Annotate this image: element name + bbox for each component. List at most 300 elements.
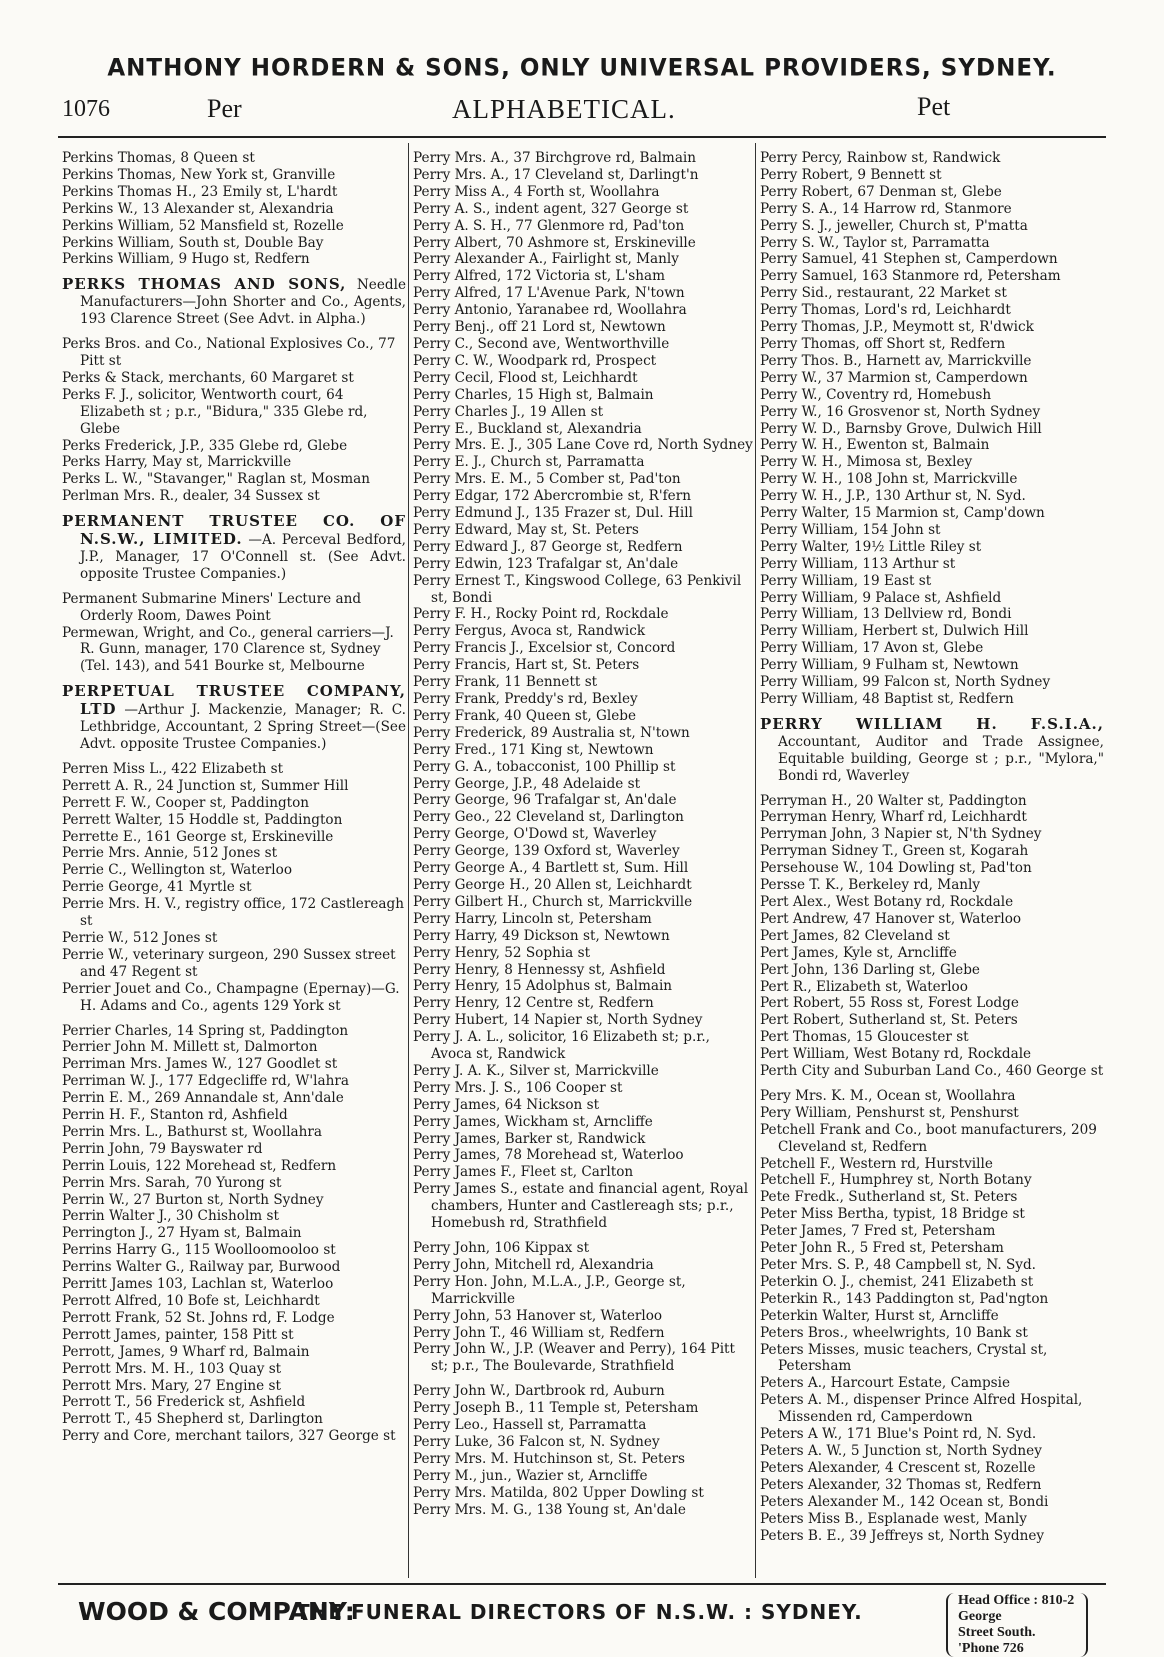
directory-entry (62, 1090, 406, 1107)
directory-entry (760, 860, 1104, 877)
directory-entry (62, 1259, 406, 1276)
entry-text: Perry John, Mitchell rd, Alexandria (413, 1256, 654, 1273)
entry-text: Perry Geo., 22 Cleveland st, Darlington (413, 809, 684, 826)
directory-entry (413, 691, 753, 708)
page-banner: ANTHONY HORDERN & SONS, ONLY UNIVERSAL PROVIDERS, SYDNEY. (107, 54, 1057, 82)
entry-text: Perrott James, painter, 158 Pitt st (62, 1326, 294, 1343)
directory-entry (413, 167, 753, 184)
directory-entry (413, 1080, 753, 1097)
entry-text: Perry Edward J., 87 George st, Redfern (413, 538, 683, 555)
directory-entry (62, 471, 406, 488)
entry-text: Permanent Submarine Miners' Lecture and Orderly Room, Dawes Point (62, 590, 362, 624)
entry-text: Perriman Mrs. James W., 127 Goodlet st (62, 1056, 338, 1073)
entry-text: Pert Alex., West Botany rd, Rockdale (760, 893, 1014, 910)
entry-text: Perkins Thomas, New York st, Granville (62, 166, 336, 183)
directory-entry (62, 1378, 406, 1395)
entry-text: Perrin W., 27 Burton st, North Sydney (62, 1191, 324, 1208)
directory-entry (760, 251, 1104, 268)
entry-text: Perry W. H., J.P., 130 Arthur st, N. Syd. (760, 488, 1026, 505)
directory-entry (760, 894, 1104, 911)
directory-entry (62, 1175, 406, 1192)
entry-text: Perkins W., 13 Alexander st, Alexandria (62, 200, 334, 217)
entry-text: Needle Manufacturers—John Shorter and Co., Agents, 193 Clarence Street (See Advt. in Alpha.) (80, 277, 406, 328)
directory-entry (413, 1097, 753, 1114)
directory-entry (62, 1242, 406, 1259)
directory-entry (413, 235, 753, 252)
entry-text: Peters Alexander, 4 Crescent st, Rozelle (760, 1459, 1036, 1476)
entry-text: Pert Robert, Sutherland st, St. Peters (760, 1012, 1018, 1029)
directory-entry (760, 1029, 1104, 1046)
entry-text: Perrett A. R., 24 Junction st, Summer Hill (62, 777, 349, 794)
entry-text: Perry Samuel, 163 Stanmore rd, Petersham (760, 268, 1061, 285)
entry-text: Perry Edwin, 123 Trafalgar st, An'dale (413, 555, 679, 572)
directory-entry (413, 1502, 753, 1519)
entry-text: Perrott Mrs. Mary, 27 Engine st (62, 1377, 281, 1394)
entry-text: Perrier Jouet and Co., Champagne (Epernay)—G. H. Adams and Co., agents 129 York st (62, 980, 400, 1014)
directory-entry (760, 522, 1104, 539)
directory-entry (413, 708, 753, 725)
directory-entry (760, 877, 1104, 894)
entry-text: Pert Andrew, 47 Hanover st, Waterloo (760, 910, 1022, 927)
directory-entry (760, 201, 1104, 218)
directory-entry (760, 1494, 1104, 1511)
entry-text: Perry Thomas, J.P., Meymott st, R'dwick (760, 319, 1034, 336)
entry-text: Perry Alfred, 17 L'Avenue Park, N'town (413, 285, 685, 302)
entry-text: Pert James, 82 Cleveland st (760, 927, 950, 944)
footer-advert (78, 1593, 1088, 1656)
entry-text: Perrott Mrs. M. H., 103 Quay st (62, 1360, 282, 1377)
entry-text: Perry Robert, 9 Bennett st (760, 166, 942, 183)
entry-text: Perry George, 139 Oxford st, Waverley (413, 843, 680, 860)
directory-entry (413, 911, 753, 928)
directory-entry (760, 945, 1104, 962)
directory-entry (413, 1240, 753, 1257)
directory-entry (760, 471, 1104, 488)
directory-entry (413, 1341, 753, 1375)
directory-entry (760, 979, 1104, 996)
directory-entry (760, 691, 1104, 708)
entry-text: Peters Miss B., Esplanade west, Manly (760, 1510, 1027, 1527)
directory-entry (413, 387, 753, 404)
directory-entry (413, 1274, 753, 1308)
directory-entry (62, 879, 406, 896)
directory-entry (760, 1460, 1104, 1477)
directory-entry (760, 1046, 1104, 1063)
entry-text: Perry A. S. H., 77 Glenmore rd, Pad'ton (413, 217, 685, 234)
entry-text: Perry Henry, 12 Centre st, Redfern (413, 995, 654, 1012)
directory-entry (760, 1172, 1104, 1189)
entry-text: Perry Mrs. A., 37 Birchgrove rd, Balmain (413, 150, 697, 166)
directory-entry (62, 251, 406, 268)
directory-entry (413, 150, 753, 167)
directory-entry (62, 1428, 406, 1445)
directory-entry (760, 437, 1104, 454)
entry-text: Perry W., 16 Grosvenor st, North Sydney (760, 403, 1041, 420)
directory-entry (760, 809, 1104, 826)
directory-entry (62, 336, 406, 370)
directory-entry (62, 845, 406, 862)
entry-text: Perry Francis J., Excelsior st, Concord (413, 640, 676, 657)
directory-entry (62, 1107, 406, 1124)
footer-office-line: Street South. 'Phone 726 (958, 1625, 1036, 1656)
entry-text: Perry Sid., restaurant, 22 Market st (760, 285, 1007, 302)
entry-text: Pert R., Elizabeth st, Waterloo (760, 978, 968, 995)
directory-entry (413, 1485, 753, 1502)
entry-text: Perry James, 78 Morehead st, Waterloo (413, 1147, 684, 1164)
directory-entry (413, 674, 753, 691)
directory-entry (62, 235, 406, 252)
entry-text: Peter John R., 5 Fred st, Petersham (760, 1240, 1004, 1257)
directory-entry (62, 184, 406, 201)
entry-text: Perry William, 48 Baptist st, Redfern (760, 691, 1014, 707)
entry-text: Perry W. H., Mimosa st, Bexley (760, 454, 973, 471)
directory-entry (760, 1511, 1104, 1528)
entry-text: Perry Mrs. A., 17 Cleveland st, Darlingt'n (413, 166, 699, 183)
directory-entry (760, 1240, 1104, 1257)
footer-office-line: Head Office : 810-2 George (958, 1593, 1075, 1624)
directory-entry (760, 285, 1104, 302)
entry-text: Perry Fergus, Avoca st, Randwick (413, 623, 646, 640)
entry-text: Perry James S., estate and financial agent, Royal chambers, Hunter and Castlereagh sts; p.r., Homebush rd, Strathfield (413, 1181, 749, 1232)
directory-entry (760, 1426, 1104, 1443)
entry-text: Perks Frederick, J.P., 335 Glebe rd, Glebe (62, 437, 348, 454)
entry-text: Perry George, O'Dowd st, Waverley (413, 826, 657, 843)
entry-text: Peters A., Harcourt Estate, Campsie (760, 1375, 1011, 1392)
entry-text: Perry C., Second ave, Wentworthville (413, 335, 670, 352)
entry-text: Peter James, 7 Fred st, Petersham (760, 1223, 996, 1240)
directory-entry (413, 404, 753, 421)
directory-entry (62, 1073, 406, 1090)
entry-text: Perks F. J., solicitor, Wentworth court, 64 Elizabeth st ; p.r., "Bidura," 335 Glebe rd, Glebe (62, 386, 368, 437)
entry-text: Perry S. W., Taylor st, Parramatta (760, 234, 990, 251)
directory-entry (413, 421, 753, 438)
directory-entry (413, 539, 753, 556)
directory-entry (760, 1342, 1104, 1376)
directory-entry (760, 218, 1104, 235)
entry-text: Perry Frank, Preddy's rd, Bexley (413, 691, 638, 707)
directory-entry (413, 877, 753, 894)
directory-entry (62, 1192, 406, 1209)
entry-text: Perry Harry, Lincoln st, Petersham (413, 910, 652, 927)
entry-text: Perry Ernest T., Kingswood College, 63 Penkivil st, Bondi (413, 572, 742, 606)
directory-entry (760, 454, 1104, 471)
entry-text: Perry Henry, 15 Adolphus st, Balmain (413, 978, 673, 995)
entry-text: —A. Perceval Bedford, J.P., Manager, 17 O'Connell st. (See Advt. opposite Trustee Companies.) (80, 532, 406, 582)
directory-entry (413, 1417, 753, 1434)
entry-text: Perren Miss L., 422 Elizabeth st (62, 760, 284, 777)
entry-text: Peters A. W., 5 Junction st, North Sydney (760, 1442, 1042, 1459)
entry-text: Perrins Harry G., 115 Woolloomooloo st (62, 1242, 336, 1259)
directory-entry (62, 1276, 406, 1293)
entry-text: Perrette E., 161 George st, Erskineville (62, 828, 334, 845)
entry-text: Perritt James 103, Lachlan st, Waterloo (62, 1276, 334, 1293)
entry-text: Perks & Stack, merchants, 60 Margaret st (62, 369, 354, 386)
entry-text: Perrett Walter, 15 Hoddle st, Paddington (62, 811, 343, 828)
directory-entry (760, 1063, 1104, 1080)
entry-text: Peters B. E., 39 Jeffreys st, North Sydney (760, 1527, 1045, 1544)
directory-entry (760, 1392, 1104, 1426)
entry-text: Perry W., 37 Marmion st, Camperdown (760, 369, 1028, 386)
entry-text: Perry Frank, 11 Bennett st (413, 674, 598, 691)
footer-office-box (946, 1593, 1088, 1657)
directory-entry (760, 843, 1104, 860)
directory-entry (413, 1400, 753, 1417)
directory-entry (760, 623, 1104, 640)
entry-text: Perry Hubert, 14 Napier st, North Sydney (413, 1012, 703, 1029)
entry-text: Perry Luke, 36 Falcon st, N. Sydney (413, 1433, 660, 1450)
entry-text: Perry G. A., tobacconist, 100 Phillip st (413, 758, 676, 775)
directory-entry (413, 826, 753, 843)
entry-text: Perkins Thomas, 8 Queen st (62, 150, 255, 166)
directory-entry (413, 437, 753, 454)
entry-text: Perry Percy, Rainbow st, Randwick (760, 150, 1001, 166)
entry-heading: PERKS THOMAS AND SONS, (62, 275, 347, 294)
entry-text: Perry George, 96 Trafalgar st, An'dale (413, 792, 677, 809)
entry-text: Perrett F. W., Cooper st, Paddington (62, 794, 310, 811)
directory-entry (760, 1122, 1104, 1156)
entry-text: Perry J. A. L., solicitor, 16 Elizabeth st; p.r., Avoca st, Randwick (413, 1029, 710, 1063)
entry-text: Peters A. M., dispenser Prince Alfred Hospital, Missenden rd, Camperdown (760, 1392, 1083, 1426)
entry-text: Permewan, Wright, and Co., general carriers—J. R. Gunn, manager, 170 Clarence st, Sydney (Tel. 143), and 541 Bourke st, Melbourne (62, 624, 394, 675)
directory-entry (62, 930, 406, 947)
entry-text: Perrie George, 41 Myrtle st (62, 879, 252, 896)
directory-entry (62, 1056, 406, 1073)
entry-text: Perry Mrs. M. G., 138 Young st, An'dale (413, 1501, 686, 1518)
directory-entry (62, 1208, 406, 1225)
entry-text: Perrie W., veterinary surgeon, 290 Sussex street and 47 Regent st (62, 946, 396, 980)
directory-entry (760, 302, 1104, 319)
directory-column-1 (62, 150, 406, 1580)
directory-entry (62, 1023, 406, 1040)
entry-text: Perry George, J.P., 48 Adelaide st (413, 775, 641, 792)
entry-text: Perrott T., 45 Shepherd st, Darlington (62, 1411, 323, 1428)
entry-text: Perry C. W., Woodpark rd, Prospect (413, 352, 657, 369)
entry-text: Perry Cecil, Flood st, Leichhardt (413, 369, 638, 386)
directory-entry (413, 1147, 753, 1164)
directory-entry (62, 1394, 406, 1411)
entry-text: Peterkin O. J., chemist, 241 Elizabeth st (760, 1273, 1034, 1290)
entry-text: Petchell Frank and Co., boot manufacturers, 209 Cleveland st, Redfern (760, 1121, 1097, 1155)
entry-text: Perry John, 53 Hanover st, Waterloo (413, 1307, 663, 1324)
entry-text: Perrie C., Wellington st, Waterloo (62, 862, 292, 879)
entry-text: Perkins William, 52 Mansfield st, Rozelle (62, 217, 344, 234)
entry-text: Perry Mrs. E. M., 5 Comber st, Pad'ton (413, 471, 681, 488)
directory-entry (760, 1528, 1104, 1545)
entry-text: Perry W. H., Ewenton st, Balmain (760, 437, 990, 454)
entry-text: Perrin Louis, 122 Morehead st, Redfern (62, 1157, 337, 1174)
column-divider (755, 143, 756, 1578)
directory-entry (62, 387, 406, 438)
directory-entry (413, 522, 753, 539)
directory-entry (413, 894, 753, 911)
directory-entry (413, 759, 753, 776)
directory-entry (62, 761, 406, 778)
top-rule (58, 136, 1106, 138)
directory-entry (413, 201, 753, 218)
directory-entry (760, 319, 1104, 336)
entry-text: Perry Alexander A., Fairlight st, Manly (413, 251, 679, 268)
directory-entry (62, 1310, 406, 1327)
entry-text: Perry William, 113 Arthur st (760, 555, 956, 572)
directory-entry (62, 370, 406, 387)
directory-entry (62, 795, 406, 812)
directory-entry (760, 167, 1104, 184)
directory-entry (413, 1325, 753, 1342)
directory-entry (413, 606, 753, 623)
entry-text: Perry S. J., jeweller, Church st, P'matta (760, 217, 1028, 234)
directory-entry (413, 1029, 753, 1063)
entry-text: Perry A. S., indent agent, 327 George st (413, 200, 689, 217)
directory-entry (413, 928, 753, 945)
entry-text: Perks L. W., "Stavanger," Raglan st, Mosman (62, 471, 370, 488)
directory-entry (62, 513, 406, 583)
directory-entry (62, 438, 406, 455)
entry-heading: PERPETUAL TRUSTEE COMPANY, LTD (62, 682, 406, 719)
entry-text: Perry Francis, Hart st, St. Peters (413, 657, 640, 674)
entry-text: Perry E. J., Church st, Parramatta (413, 454, 645, 471)
directory-entry (413, 1114, 753, 1131)
footer-tagline: THE FUNERAL DIRECTORS OF N.S.W. : SYDNEY. (296, 1600, 863, 1624)
directory-entry (62, 1141, 406, 1158)
directory-entry (760, 556, 1104, 573)
directory-entry (413, 319, 753, 336)
directory-entry (413, 1308, 753, 1325)
entry-text: Perry Gilbert H., Church st, Marrickville (413, 893, 693, 910)
entry-text: Perry Charles, 15 High st, Balmain (413, 386, 654, 403)
entry-text: Perry Benj., off 21 Lord st, Newtown (413, 319, 666, 336)
entry-text: Perry William, 13 Dellview rd, Bondi (760, 606, 1012, 623)
directory-entry (413, 1434, 753, 1451)
directory-entry (760, 421, 1104, 438)
directory-entry (62, 150, 406, 167)
directory-entry (62, 167, 406, 184)
entry-text: Perry Mrs. Matilda, 802 Upper Dowling st (413, 1484, 704, 1501)
entry-text: Perryman Henry, Wharf rd, Leichhardt (760, 809, 1027, 826)
entry-text: Peters Alexander M., 142 Ocean st, Bondi (760, 1493, 1049, 1510)
directory-entry (760, 539, 1104, 556)
entry-text: Perrin E. M., 269 Annandale st, Ann'dale (62, 1090, 344, 1107)
entry-text: Petchell F., Western rd, Hurstville (760, 1155, 993, 1172)
entry-text: Perry John, 106 Kippax st (413, 1240, 590, 1256)
directory-entry (413, 623, 753, 640)
entry-text: Perry William, 19 East st (760, 572, 932, 589)
directory-entry (413, 454, 753, 471)
entry-text: Perkins William, South st, Double Bay (62, 234, 324, 251)
directory-entry (413, 353, 753, 370)
directory-entry (413, 725, 753, 742)
entry-text: Perrie Mrs. H. V., registry office, 172 Castlereagh st (62, 896, 404, 930)
directory-entry (413, 285, 753, 302)
entry-text: Perry Thos. B., Harnett av, Marrickville (760, 352, 1032, 369)
entry-text: Perry Thomas, off Short st, Redfern (760, 335, 1006, 352)
directory-entry (413, 1383, 753, 1400)
entry-text: Petchell F., Humphrey st, North Botany (760, 1172, 1032, 1189)
entry-text: Peterkin Walter, Hurst st, Arncliffe (760, 1307, 999, 1324)
entry-text: Accountant, Auditor and Trade Assignee, Equitable building, George st ; p.r., "Mylora," Bondi rd, Waverley (778, 733, 1104, 784)
directory-entry (62, 454, 406, 471)
directory-entry (760, 1325, 1104, 1342)
directory-entry (62, 1158, 406, 1175)
entry-text: Perryman H., 20 Walter st, Paddington (760, 792, 1027, 809)
directory-entry (62, 488, 406, 505)
entry-text: Perry W. D., Barnsby Grove, Dulwich Hill (760, 420, 1042, 437)
directory-entry (760, 911, 1104, 928)
entry-text: Perry William, 17 Avon st, Glebe (760, 640, 984, 657)
entry-text: Pert William, West Botany rd, Rockdale (760, 1046, 1032, 1063)
directory-entry (760, 1375, 1104, 1392)
bottom-rule (58, 1583, 1106, 1585)
directory-entry (62, 591, 406, 625)
entry-text: Perryman John, 3 Napier st, N'th Sydney (760, 826, 1042, 843)
entry-text: Perry E., Buckland st, Alexandria (413, 420, 642, 437)
directory-entry (760, 606, 1104, 623)
directory-entry (413, 945, 753, 962)
entry-text: Perry William, 99 Falcon st, North Sydney (760, 674, 1051, 691)
directory-entry (760, 488, 1104, 505)
directory-entry (760, 1291, 1104, 1308)
entry-text: Perry M., jun., Wazier st, Arncliffe (413, 1467, 648, 1484)
entry-text: Peters A W., 171 Blue's Point rd, N. Syd. (760, 1426, 1037, 1443)
entry-text: Perry Walter, 19½ Little Riley st (760, 538, 982, 555)
entry-heading: PERRY WILLIAM H. F.S.I.A., (760, 714, 1104, 733)
entry-text: —Arthur J. Mackenzie, Manager; R. C. Lethbridge, Accountant, 2 Spring Street—(See Advt. opposite Trustee Companies.) (80, 702, 406, 752)
entry-text: Perry Frederick, 89 Australia st, N'town (413, 724, 690, 741)
entry-text: Peters Alexander, 32 Thomas st, Redfern (760, 1476, 1042, 1493)
directory-entry (760, 235, 1104, 252)
entry-text: Peter Mrs. S. P., 48 Campbell st, N. Syd. (760, 1257, 1037, 1273)
directory-entry (413, 776, 753, 793)
directory-entry (413, 556, 753, 573)
directory-entry (413, 505, 753, 522)
directory-entry (760, 1206, 1104, 1223)
entry-text: Perry George H., 20 Allen st, Leichhardt (413, 876, 692, 893)
entry-text: Perry William, 9 Fulham st, Newtown (760, 657, 1019, 674)
entry-text: Perkins Thomas H., 23 Emily st, L'hardt (62, 183, 338, 200)
directory-entry (413, 268, 753, 285)
directory-entry (760, 995, 1104, 1012)
entry-text: Perry William, 9 Palace st, Ashfield (760, 589, 1002, 606)
directory-entry (413, 1012, 753, 1029)
directory-entry (760, 1257, 1104, 1274)
entry-text: Perry Alfred, 172 Victoria st, L'sham (413, 268, 665, 285)
directory-entry (413, 640, 753, 657)
entry-text: Perry and Core, merchant tailors, 327 George st (62, 1428, 396, 1445)
entry-text: Perry William, Herbert st, Dulwich Hill (760, 623, 1029, 640)
directory-entry (413, 370, 753, 387)
entry-text: Perry Harry, 49 Dickson st, Newtown (413, 927, 670, 944)
directory-entry (760, 640, 1104, 657)
directory-entry (413, 792, 753, 809)
directory-entry (62, 1327, 406, 1344)
entry-text: Perry Mrs. J. S., 106 Cooper st (413, 1079, 623, 1096)
directory-entry (413, 657, 753, 674)
directory-entry (413, 218, 753, 235)
directory-entry (62, 1411, 406, 1428)
directory-entry (760, 826, 1104, 843)
entry-text: Perry James, Barker st, Randwick (413, 1130, 646, 1147)
entry-text: Perry Frank, 40 Queen st, Glebe (413, 707, 637, 724)
entry-text: Perry W., Coventry rd, Homebush (760, 386, 992, 403)
directory-entry (62, 981, 406, 1015)
directory-entry (413, 1468, 753, 1485)
entry-text: Pert John, 136 Darling st, Glebe (760, 961, 980, 978)
entry-text: Perkins William, 9 Hugo st, Redfern (62, 251, 310, 268)
entry-text: Perrie Mrs. Annie, 512 Jones st (62, 845, 278, 862)
directory-entry (760, 1477, 1104, 1494)
entry-text: Perry Henry, 52 Sophia st (413, 944, 591, 961)
section-title: ALPHABETICAL. (452, 94, 676, 124)
directory-entry (413, 978, 753, 995)
